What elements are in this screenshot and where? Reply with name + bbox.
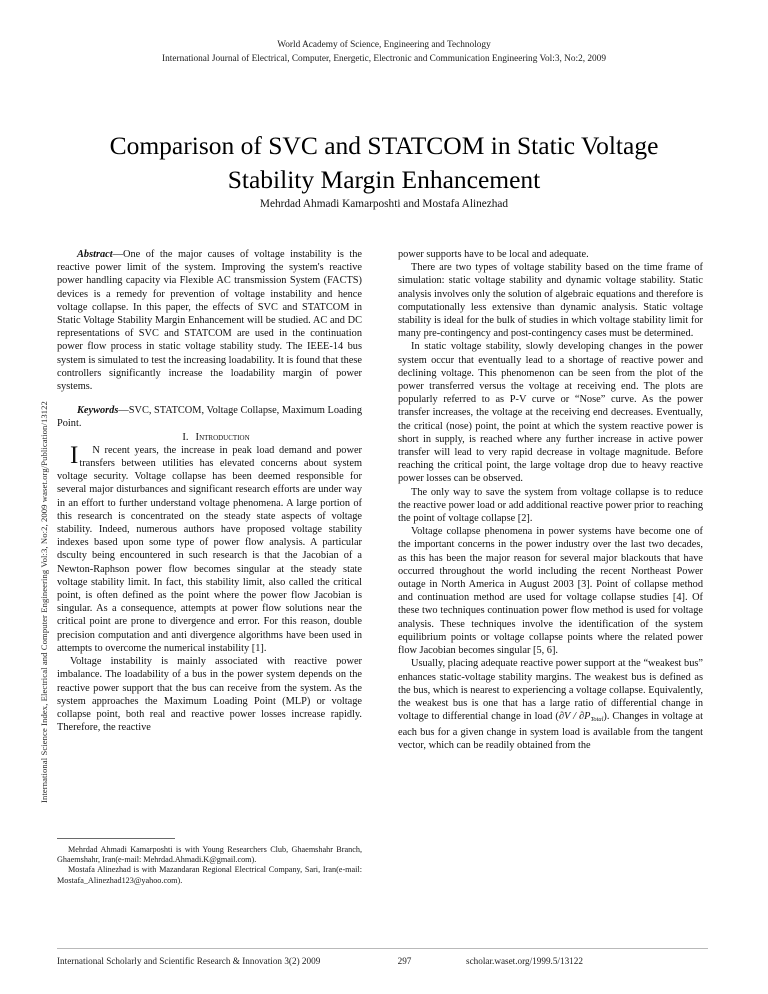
drop-cap: I	[70, 441, 79, 469]
footnote-item: Mostafa Alinezhad is with Mazandaran Regional Electrical Company, Sari, Iran(e-mail: Mostafa_Alinezhad123@yahoo.com).	[57, 865, 362, 885]
right-paragraph-continuation: power supports have to be local and adequate.	[398, 249, 589, 260]
keywords-text: SVC, STATCOM, Voltage Collapse, Maximum Loading Point.	[57, 405, 362, 430]
keywords-dash: —	[118, 405, 129, 417]
footnote-item: Mehrdad Ahmadi Kamarposhti is with Young Researchers Club, Ghaemshahr Branch, Ghaemshahr, Iran(e-mail: Mehrdad.Ahmadi.K@gmail.com).	[57, 845, 362, 865]
right-paragraph-5-part-a: Usually, placing adequate reactive power support at the “weakest bus” enhances static-voltage stability margins. The weakest bus is defined as the bus, which is nearest to experiencing a voltage collapse. Equivalently, the weakest bus is one that has a large ratio of differential change in voltage to differential change in load (	[398, 658, 703, 723]
section-heading-introduction	[57, 431, 362, 444]
side-index-stamp: International Science Index, Electrical and Computer Engineering Vol:3, No:2, 2009 waset.org/Publication/13122	[39, 401, 49, 803]
right-paragraph-3: The only way to save the system from voltage collapse is to reduce the reactive power load or add additional reactive power prior to reaching the point of voltage collapse [2].	[398, 486, 703, 525]
footer-doi-link[interactable]: scholar.waset.org/1999.5/13122	[466, 956, 583, 966]
masthead-line-2: International Journal of Electrical, Computer, Energetic, Electronic and Communication Engineering Vol:3, No:2, 2009	[162, 54, 606, 64]
math-subscript: Total	[590, 715, 604, 723]
right-paragraph-1: There are two types of voltage stability based on the time frame of simulation: static voltage stability and dynamic voltage stability. Static analysis involves only the solution of algebraic equations and therefore is computationally less extensive than dynamic analysis. Static voltage stability is ideal for the bulk of studies in which voltage stability limit for many pre-contingency and post-contingency cases must be determined.	[398, 262, 703, 340]
right-paragraph-2: In static voltage stability, slowly developing changes in the power system occur that eventually lead to a shortage of reactive power and declining voltage. This phenomenon can be seen from the plot of the power transferred versus the voltage at receiving end. The plots are popularly referred to as P-V curve or “Nose” curve. As the power transfer increases, the voltage at the receiving end decreases. Eventually, the critical (nose) point, the point at which the system reactive power is short in supply, is reached where any further increase in active power transfer will lead to very rapid decrease in voltage magnitude. Before reaching the critical point, the large voltage drop due to heavy reactive power losses can be observed.	[398, 341, 703, 485]
author-list: Mehrdad Ahmadi Kamarposhti and Mostafa Alinezhad	[259, 198, 509, 210]
math-expression	[559, 711, 604, 722]
section-number: I.	[182, 431, 189, 443]
intro-first-paragraph	[57, 441, 362, 655]
intro-first-text: N recent years, the increase in peak load demand and power transfers between utilities has elevated concerns about system voltage security. Voltage collapse has been deemed responsible for several major disturbances and significant research efforts are under way in an effort to further understand voltage phenomena. A large portion of this research is concentrated on the steady state aspects of voltage stability. Indeed, numerous authors have proposed voltage stability indexes based upon some type of power flow analysis. A particular dsculty being encountered in such research is that the Jacobian of a Newton-Raphson power flow becomes singular at the steady state voltage stability limit. In fact, this stability limit, also called the critical point, is often defined as the point where the power flow Jacobian is singular. As a consequence, attempts at power flow solutions near the critical point are prone to divergence and error. For this reason, double precision computation and anti divergence algorithms have been used in attempts to overcome the numerical instability [1].	[57, 444, 362, 654]
right-paragraph-5	[398, 657, 703, 752]
footnote-block	[57, 845, 362, 886]
footnote-divider	[57, 838, 175, 839]
abstract-text: One of the major causes of voltage instability is the reactive power limit of the system. Improving the system's reactive power handling capacity via Flexible AC transmission System (FACTS) devices is a remedy for prevention of voltage instability and hence voltage collapse. In this paper, the effects of SVC and STATCOM in Static Voltage Stability Margin Enhancement will be studied. AC and DC representations of SVC and STATCOM are used in the continuation power flow process in static voltage stability study. The IEEE-14 bus system is simulated to test the increasing loadability. It is found that these controllers significantly increase the loadability margin of power systems.	[57, 249, 362, 393]
abstract-paragraph	[57, 248, 362, 393]
left-column	[57, 248, 362, 734]
journal-masthead	[60, 38, 708, 66]
spacer	[57, 393, 362, 404]
keywords-paragraph	[57, 404, 362, 430]
math-slash: /	[570, 711, 579, 723]
page-title: Comparison of SVC and STATCOM in Static Voltage Stability Margin Enhancement	[109, 131, 659, 195]
abstract-dash: —	[112, 249, 123, 260]
right-paragraph-4: Voltage collapse phenomena in power systems have become one of the important concerns in the power industry over the last two decades, as this has been the major reason for several major blackouts that have occurred throughout the world including the recent Northeast Power outage in North America in August 2003 [3]. Point of collapse method and continuation method are used for voltage collapse studies [4]. Of these two techniques continuation power flow method is used for voltage analysis. These techniques involve the identification of the system equilibrium points or voltage collapse points where the related power flow Jacobian becomes singular [5, 6].	[398, 526, 703, 657]
footer-page-number: 297	[397, 956, 412, 966]
abstract-label: Abstract	[77, 249, 113, 260]
math-numerator: ∂V	[558, 711, 571, 723]
right-column	[398, 248, 703, 753]
footer-journal-ref: International Scholarly and Scientific Research & Innovation 3(2) 2009	[57, 956, 321, 966]
keywords-label: Keywords	[77, 405, 119, 417]
page-footer	[57, 956, 708, 966]
left-paragraph-2: Voltage instability is mainly associated with reactive power imbalance. The loadability of a bus in the power system depends on the reactive power support that the bus can receive from the system. As the system approaches the Maximum Loading Point (MLP) or voltage collapse point, both real and reactive power losses increase rapidly. Therefore, the reactive	[57, 656, 362, 734]
section-title: Introduction	[195, 431, 250, 443]
right-paragraph-5-part-b: ). Changes in voltage at each bus for a given change in system load is available from the tangent vector, which can be readily obtained from the	[398, 711, 704, 752]
masthead-line-1: World Academy of Science, Engineering and Technology	[277, 40, 491, 50]
footer-divider	[57, 948, 708, 949]
math-denominator: ∂P	[579, 711, 591, 723]
